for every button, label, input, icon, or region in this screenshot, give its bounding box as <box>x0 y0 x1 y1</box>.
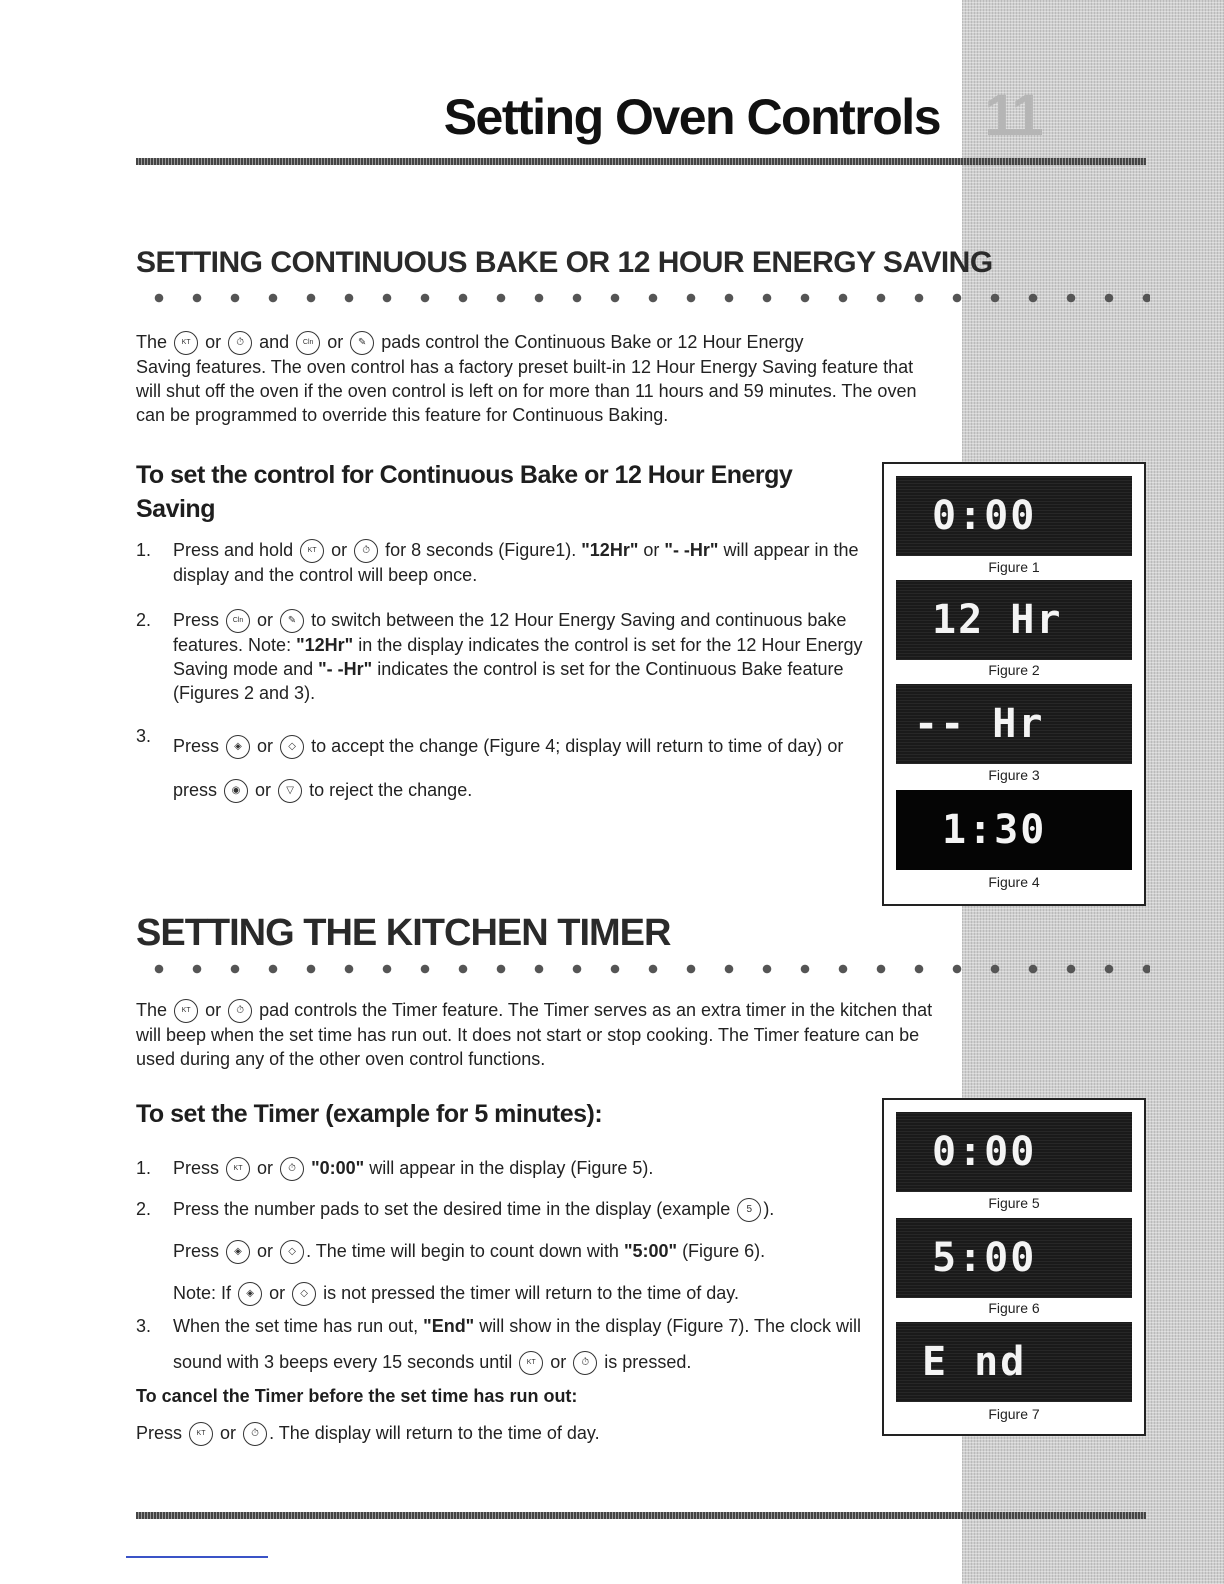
timer-step-2-note <box>173 1282 739 1306</box>
step-text-part: Note: If <box>173 1282 232 1303</box>
intro-or: or <box>327 332 344 352</box>
step-text-part: or <box>257 1158 274 1178</box>
step-text <box>173 1156 873 1181</box>
start-icon: ◈ <box>226 735 250 759</box>
section-heading-kitchen-timer: SETTING THE KITCHEN TIMER <box>136 912 671 954</box>
step-text-part: or <box>255 780 272 800</box>
step-text-part: or <box>257 736 274 756</box>
step-text-part: Press <box>136 1422 183 1443</box>
step-number: 2. <box>136 610 152 630</box>
step-text-part: indicates the control is set for the Continuous Bake feature (Figures 2 and 3). <box>173 659 844 704</box>
step-text-part: Press <box>173 1158 220 1178</box>
display-value: "0:00" <box>311 1158 365 1178</box>
step-text-part: or <box>331 540 348 560</box>
clean-pad-icon: ✎ <box>350 331 374 355</box>
figure-label: Figure 3 <box>988 767 1040 783</box>
step-text-part: to accept the change (Figure 4; display will return to time of day) or press <box>173 736 844 800</box>
kitchen-timer-icon: KT <box>174 331 198 355</box>
step-text-part: or <box>643 540 660 560</box>
step-text-part: Press <box>173 736 220 756</box>
section2-intro <box>136 998 936 1071</box>
step-text-part: or <box>269 1282 286 1303</box>
cancel-timer-instruction <box>136 1422 600 1446</box>
step-text <box>173 724 873 812</box>
start-pad-icon: ◇ <box>292 1282 316 1306</box>
display-value: "- -Hr" <box>318 659 373 680</box>
intro-text: Saving features. The oven control has a factory preset built-in 12 Hour Energy Saving feature that will shut off the oven if the oven control is left on for more than 11 hours and 59 minutes. The oven can be programmed to override this feature for Continuous Baking. <box>136 357 917 426</box>
step-text-part: When the set time has run out, <box>173 1316 419 1336</box>
intro-text: The <box>136 1000 168 1020</box>
oven-display: 5:00 <box>896 1218 1132 1298</box>
clean-pad-icon: ✎ <box>280 609 304 633</box>
display-value: "12Hr" <box>581 540 639 560</box>
page-title: Setting Oven Controls <box>443 89 940 145</box>
step-text-part: Press the number pads to set the desired time in the display (example <box>173 1199 731 1219</box>
display-value: "End" <box>423 1316 475 1336</box>
kitchen-timer-icon: KT <box>519 1351 543 1375</box>
dotted-divider <box>140 292 1150 304</box>
step-text-part: is not pressed the timer will return to the time of day. <box>323 1282 739 1303</box>
page-number: 11 <box>984 83 1042 148</box>
figure-panel-1 <box>882 462 1146 906</box>
intro-or: or <box>205 1000 222 1020</box>
intro-text: pads control the Continuous Bake or 12 Hour Energy <box>381 332 804 352</box>
display-value: "5:00" <box>623 1240 678 1261</box>
step-text-part: will appear in the display (Figure 5). <box>369 1158 654 1178</box>
step-number: 3. <box>136 726 152 746</box>
step-text-part: or <box>550 1352 567 1372</box>
oven-display: 1:30 <box>896 790 1132 870</box>
timer-onoff-icon: ⏱ <box>228 331 252 355</box>
step-text-part: Press and hold <box>173 540 294 560</box>
intro-or: or <box>205 332 222 352</box>
start-icon: ◈ <box>238 1282 262 1306</box>
step-text-part: in the display indicates the control is set for the 12 Hour Energy Saving mode and <box>173 635 863 680</box>
oven-display: 12 Hr <box>896 580 1132 660</box>
top-rule <box>136 158 1146 165</box>
timer-onoff-icon: ⏱ <box>243 1422 267 1446</box>
figure-label: Figure 4 <box>988 874 1040 890</box>
step-text-part: to reject the change. <box>309 780 473 800</box>
step-text-part: is pressed. <box>604 1352 692 1372</box>
clean-icon: Cln <box>296 331 320 355</box>
cancel-pad-icon: ▽ <box>278 779 302 803</box>
step-number: 1. <box>136 1158 152 1178</box>
step-text-part: (Figure 6). <box>682 1240 766 1261</box>
start-icon: ◈ <box>226 1240 250 1264</box>
oven-display: 0:00 <box>896 476 1132 556</box>
step-text <box>173 1308 873 1380</box>
step-text-part: or <box>220 1422 237 1443</box>
step-text-part: for 8 seconds (Figure1). <box>385 540 577 560</box>
figure-label: Figure 6 <box>988 1300 1040 1316</box>
figure-label: Figure 5 <box>988 1195 1040 1211</box>
step-text-part: or <box>257 1240 274 1261</box>
step-text-part: or <box>257 610 274 630</box>
start-pad-icon: ◇ <box>280 1240 304 1264</box>
subheading-timer: To set the Timer (example for 5 minutes): <box>136 1100 603 1128</box>
kitchen-timer-icon: KT <box>174 999 198 1023</box>
oven-display: -- Hr <box>896 684 1132 764</box>
step-text-part: Press <box>173 610 220 630</box>
oven-display: 0:00 <box>896 1112 1132 1192</box>
step-text <box>173 538 873 587</box>
timer-onoff-icon: ⏱ <box>354 539 378 563</box>
figure-label: Figure 1 <box>988 559 1040 575</box>
figure-panel-2 <box>882 1098 1146 1436</box>
timer-onoff-icon: ⏱ <box>573 1351 597 1375</box>
timer-step-2-line-2 <box>173 1240 765 1264</box>
section-heading-continuous-bake: SETTING CONTINUOUS BAKE OR 12 HOUR ENERGY SAVING <box>136 246 993 279</box>
intro-text: The <box>136 332 168 352</box>
subheading-continuous-bake: To set the control for Continuous Bake or 12 Hour Energy Saving <box>136 461 793 523</box>
cancel-icon: ◉ <box>224 779 248 803</box>
step-text-part: . The time will begin to count down with <box>306 1240 619 1261</box>
oven-display: E nd <box>896 1322 1132 1402</box>
timer-onoff-icon: ⏱ <box>280 1157 304 1181</box>
section1-intro <box>136 330 936 427</box>
kitchen-timer-icon: KT <box>300 539 324 563</box>
step-text-part: ). <box>763 1199 775 1219</box>
display-value: "12Hr" <box>296 635 354 656</box>
kitchen-timer-icon: KT <box>226 1157 250 1181</box>
step-text-part: to switch between the 12 Hour Energy Saving and continuous bake features. Note: <box>173 610 847 656</box>
dotted-divider <box>140 963 1150 975</box>
step-text <box>173 608 873 705</box>
display-value: "- -Hr" <box>664 540 719 560</box>
timer-onoff-icon: ⏱ <box>228 999 252 1023</box>
number-5-pad-icon: 5 <box>737 1198 761 1222</box>
bottom-rule <box>136 1512 1146 1519</box>
start-pad-icon: ◇ <box>280 735 304 759</box>
step-text-part: Press <box>173 1240 220 1261</box>
step-text <box>173 1197 873 1222</box>
intro-and: and <box>259 332 290 352</box>
step-text-part: will appear in the display and the control will beep once. <box>173 540 859 586</box>
step-number: 1. <box>136 540 152 560</box>
step-number: 2. <box>136 1199 152 1219</box>
figure-label: Figure 2 <box>988 662 1040 678</box>
clean-icon: Cln <box>226 609 250 633</box>
step-text-part: will show in the display (Figure 7). The clock will sound with 3 beeps every 15 seconds until <box>173 1316 862 1372</box>
step-text-part: . The display will return to the time of day. <box>269 1422 600 1443</box>
cancel-timer-heading: To cancel the Timer before the set time has run out: <box>136 1386 578 1406</box>
figure-label: Figure 7 <box>988 1406 1040 1422</box>
kitchen-timer-icon: KT <box>189 1422 213 1446</box>
bottom-link-underline <box>126 1556 268 1558</box>
step-number: 3. <box>136 1316 152 1336</box>
intro-text: pad controls the Timer feature. The Timer serves as an extra timer in the kitchen that will beep when the set time has run out. It does not start or stop cooking. The Timer feature can be used during any of the other oven control functions. <box>136 1000 933 1070</box>
